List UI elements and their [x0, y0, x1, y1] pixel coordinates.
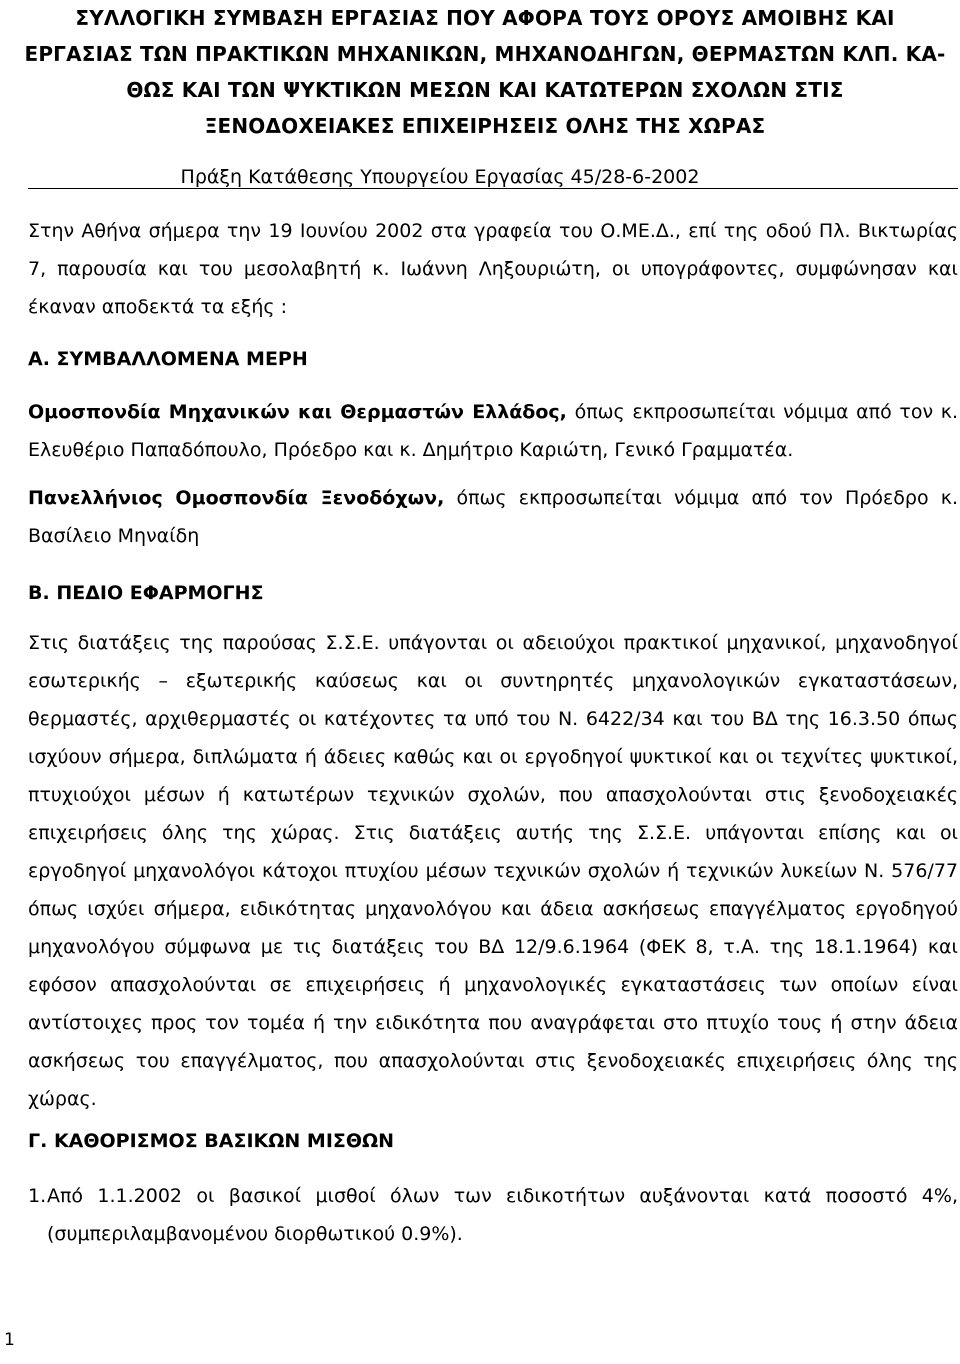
- intro-paragraph: Στην Αθήνα σήμερα την 19 Ιουνίου 2002 στα γραφεία του Ο.ΜΕ.Δ., επί της οδού Πλ. Βικτωρίας 7, παρουσία και του μεσολαβητή κ. Ιωάννη Ληξουριώτη, οι υπογράφοντες, συμφώνησαν και έκαναν αποδεκτά τα εξής :: [28, 220, 958, 318]
- party-2-name: Πανελλήνιος Ομοσπονδία Ξενοδόχων,: [28, 487, 445, 509]
- section-b-heading: Β. ΠΕΔΙΟ ΕΦΑΡΜΟΓΗΣ: [28, 582, 264, 604]
- divider-line: [28, 188, 958, 189]
- party-2-text: όπως εκπροσωπείται νόμιμα από τον Πρόεδρο κ. Βασίλειο Μηναίδη: [28, 487, 958, 547]
- section-a-heading: Α. ΣΥΜΒΑΛΛΟΜΕΝΑ ΜΕΡΗ: [28, 348, 308, 370]
- list-item: [28, 1177, 958, 1257]
- party-1-text: όπως εκπροσωπείται νόμιμα από τον κ. Ελευθέριο Παπαδόπουλο, Πρόεδρο και κ. Δημήτριο Καριώτη, Γενικό Γραμματέα.: [28, 401, 958, 461]
- party-1-paragraph: [28, 393, 958, 469]
- party-2-paragraph: [28, 479, 958, 555]
- title-line-3: ΘΩΣ ΚΑΙ ΤΩΝ ΨΥΚΤΙΚΩΝ ΜΕΣΩΝ ΚΑΙ ΚΑΤΩΤΕΡΩΝ ΣΧΟΛΩΝ ΣΤΙΣ: [126, 78, 844, 102]
- title-line-2: ΕΡΓΑΣΙΑΣ ΤΩΝ ΠΡΑΚΤΙΚΩΝ ΜΗΧΑΝΙΚΩΝ, ΜΗΧΑΝΟΔΗΓΩΝ, ΘΕΡΜΑΣΤΩΝ ΚΛΠ. ΚΑ-: [24, 42, 946, 66]
- section-b-paragraph: Στις διατάξεις της παρούσας Σ.Σ.Ε. υπάγονται οι αδειούχοι πρακτικοί μηχανικοί, μηχανοδηγοί εσωτερικής – εξωτερικής καύσεως και οι συντηρητές μηχανολογικών εγκαταστάσεων, θερμαστές, αρχιθερμαστές οι κατέχοντες τα υπό του Ν. 6422/34 και του ΒΔ της 16.3.50 όπως ισχύουν σήμερα, διπλώματα ή άδειες καθώς και οι εργοδηγοί ψυκτικοί και οι τεχνίτες ψυκτικοί, πτυχιούχοι μέσων ή κατωτέρων τεχνικών σχολών, που απασχολούνται στις ξενοδοχειακές επιχειρήσεις όλης της χώρας. Στις διατάξεις αυτής της Σ.Σ.Ε. υπάγονται επίσης και οι εργοδηγοί μηχανολόγοι κάτοχοι πτυχίου μέσων τεχνικών σχολών ή τεχνικών λυκείων Ν. 576/77 όπως ισχύει σήμερα, ειδικότητας μηχανολόγου και άδεια ασκήσεως επαγγέλματος εργοδηγού μηχανολόγου σύμφωνα με τις διατάξεις του ΒΔ 12/9.6.1964 (ΦΕΚ 8, τ.Α. της 18.1.1964) και εφόσον απασχολούνται σε επιχειρήσεις ή μηχανολογικές εγκαταστάσεις των οποίων είναι αντίστοιχες προς τον τομέα ή την ειδικότητα που αναγράφεται στο πτυχίο τους ή στην άδεια ασκήσεως του επαγγέλματος, που απασχολούνται στις ξενοδοχειακές επιχειρήσεις όλης της χώρας.: [28, 632, 958, 1110]
- list-item-number: 1.: [28, 1185, 47, 1207]
- party-1-name: Ομοσπονδία Μηχανικών και Θερμαστών Ελλάδος,: [28, 401, 567, 423]
- title-line-4: ΞΕΝΟΔΟΧΕΙΑΚΕΣ ΕΠΙΧΕΙΡΗΣΕΙΣ ΟΛΗΣ ΤΗΣ ΧΩΡΑΣ: [204, 114, 766, 138]
- title-line-1: ΣΥΛΛΟΓΙΚΗ ΣΥΜΒΑΣΗ ΕΡΓΑΣΙΑΣ ΠΟΥ ΑΦΟΡΑ ΤΟΥΣ ΟΡΟΥΣ ΑΜΟΙΒΗΣ ΚΑΙ: [75, 6, 895, 30]
- deposit-act: Πράξη Κατάθεσης Υπουργείου Εργασίας 45/28-6-2002: [180, 166, 700, 188]
- list-item-text: Από 1.1.2002 οι βασικοί μισθοί όλων των ειδικοτήτων αυξάνονται κατά ποσοστό 4%, (συμπεριλαμβανομένου διορθωτικού 0.9%).: [47, 1185, 958, 1245]
- section-c-heading: Γ. ΚΑΘΟΡΙΣΜΟΣ ΒΑΣΙΚΩΝ ΜΙΣΘΩΝ: [28, 1130, 395, 1152]
- page-number: 1: [4, 1330, 15, 1350]
- document-title: [0, 0, 960, 144]
